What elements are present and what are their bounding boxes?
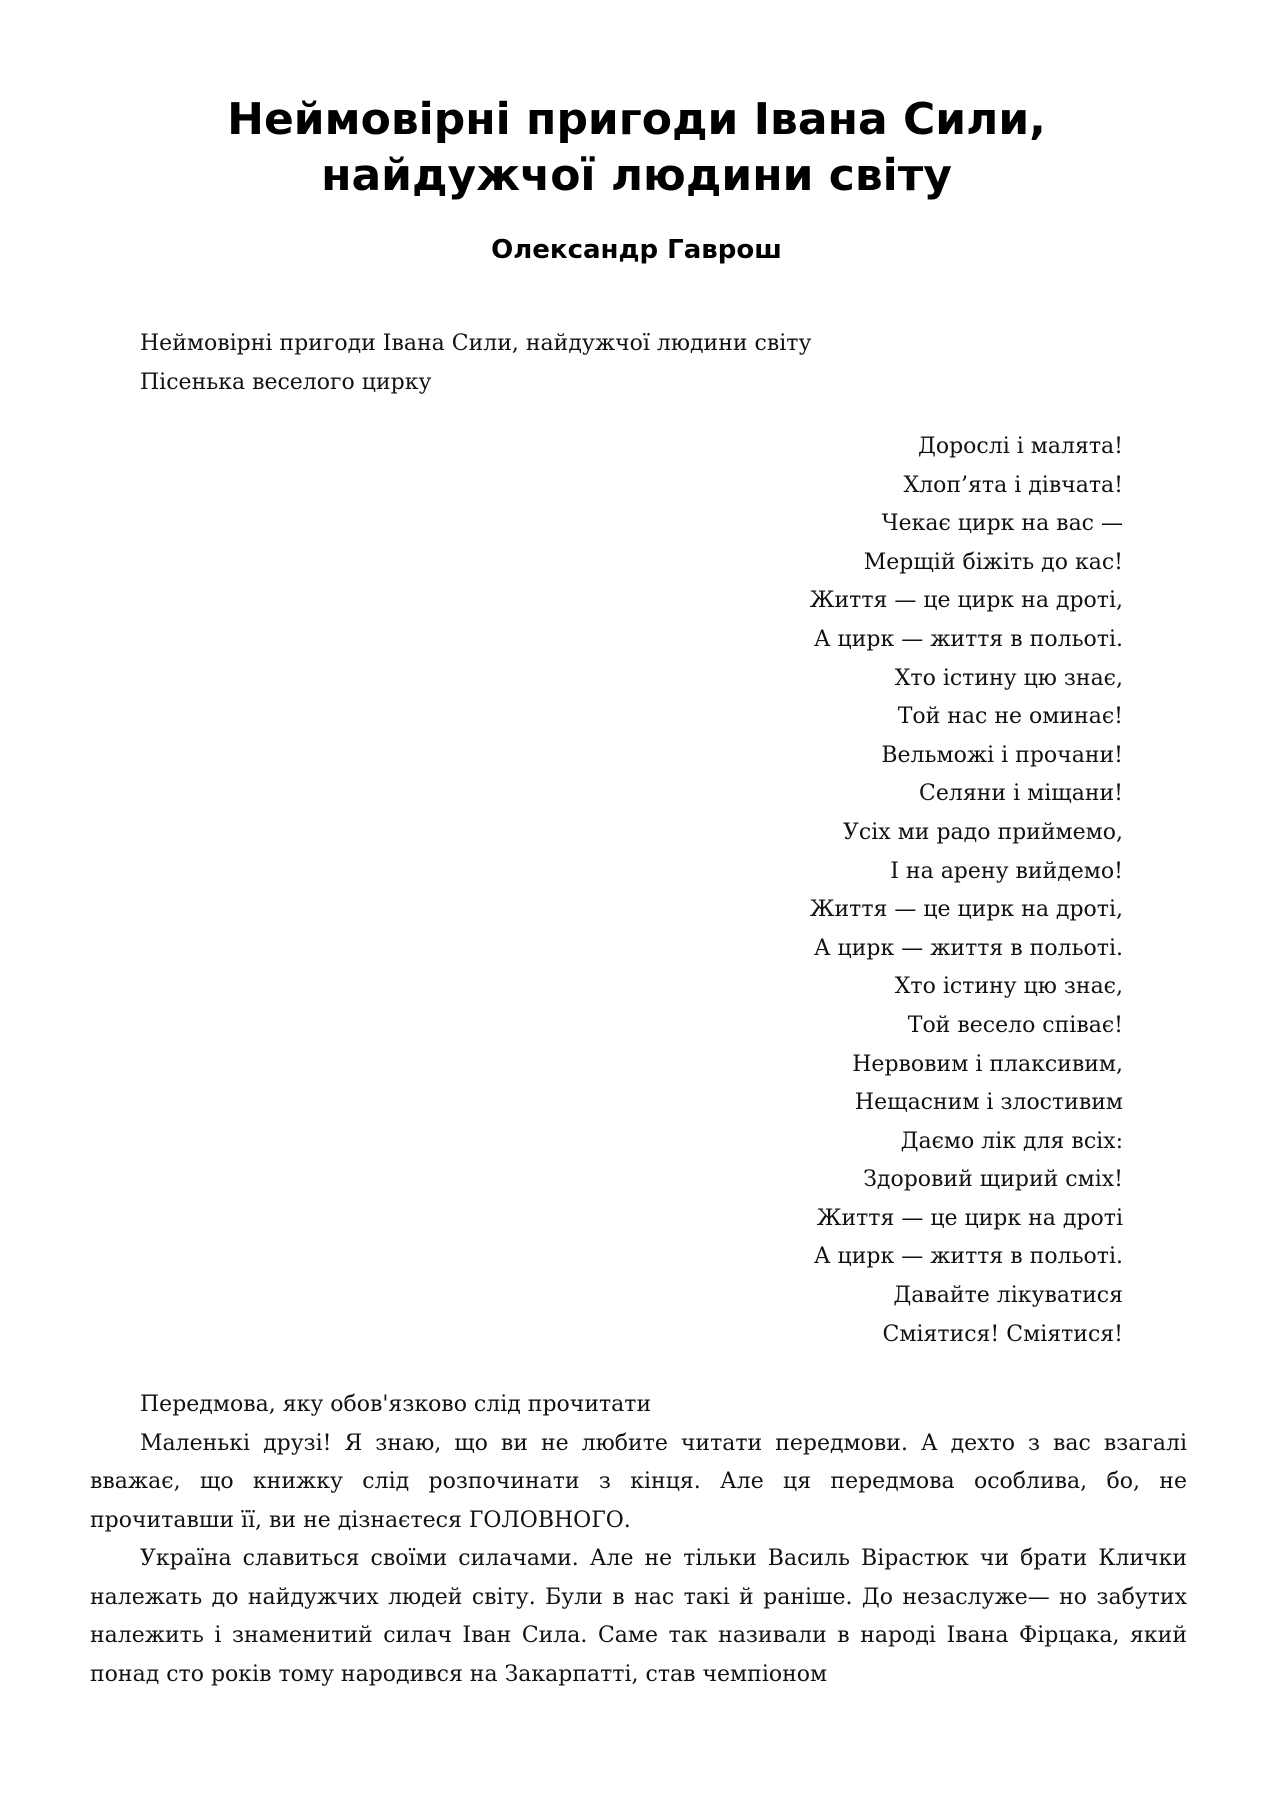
title-line-1: Неймовірні пригоди Івана Сили, xyxy=(227,94,1046,145)
poem-line: Той весело співає! xyxy=(907,1012,1123,1038)
poem-line: Нещасним і злостивим xyxy=(854,1090,1123,1116)
poem-line: Хлоп’ята і дівчата! xyxy=(903,472,1123,498)
preface-heading: Передмова, яку обов'язково слід прочитати xyxy=(140,1392,652,1417)
poem-line: А цирк — життя в польоті. xyxy=(813,935,1123,961)
poem-line: Даємо лік для всіх: xyxy=(900,1128,1123,1154)
poem-line: Здоровий щирий сміх! xyxy=(863,1167,1123,1193)
poem-line: І на арену вийдемо! xyxy=(890,858,1123,884)
song-title: Пісенька веселого цирку xyxy=(140,370,432,395)
title-line-2: найдужчої людини світу xyxy=(321,150,952,201)
poem-line: Давайте лікуватися xyxy=(893,1283,1123,1309)
poem-line: Дорослі і малята! xyxy=(917,434,1123,459)
poem-line: А цирк — життя в польоті. xyxy=(813,1244,1123,1270)
preface-block xyxy=(90,1386,1187,1694)
intro-line: Неймовірні пригоди Івана Сили, найдужчої людини світу xyxy=(140,331,812,356)
preface-paragraph: Маленькі друзі! Я знаю, що ви не любите читати передмови. А дехто з вас взагалі вважає, що книжку слід розпочинати з кінця. Але ця передмова особлива, бо, не прочитавши її, ви не дізнаєтеся ГОЛОВНОГО. xyxy=(90,1430,1187,1533)
poem-line: Нервовим і плаксивим, xyxy=(852,1051,1123,1077)
author-name: Олександр Гаврош xyxy=(491,235,782,265)
poem-line: Хто істину цю знає, xyxy=(894,665,1123,691)
poem-line: Вельможі і прочани! xyxy=(881,742,1123,768)
poem-line: Життя — це цирк на дроті, xyxy=(809,588,1123,614)
poem-line: Життя — це цирк на дроті xyxy=(816,1205,1123,1231)
poem-block xyxy=(810,428,1123,1354)
poem-line: Хто істину цю знає, xyxy=(894,974,1123,1000)
intro-block xyxy=(140,324,1140,402)
document-title xyxy=(0,92,1273,204)
preface-paragraph: Україна славиться своїми силачами. Але не тільки Василь Вірастюк чи брати Клички належать до найдужчих людей світу. Були в нас такі й раніше. До незаслуже— но забутих належить і знаменитий силач Іван Сила. Саме так називали в народі Івана Фірцака, який понад сто років тому народився на Закарпатті, став чемпіоном xyxy=(90,1546,1187,1687)
poem-line: Чекає цирк на вас — xyxy=(881,511,1123,537)
poem-line: Життя — це цирк на дроті, xyxy=(809,897,1123,923)
poem-line: Усіх ми радо приймемо, xyxy=(843,819,1123,845)
poem-line: Той нас не оминає! xyxy=(897,704,1123,730)
poem-line: Сміятися! Сміятися! xyxy=(882,1321,1123,1347)
poem-line: Мерщій біжіть до кас! xyxy=(863,549,1123,575)
poem-line: Селяни і міщани! xyxy=(919,781,1123,807)
poem-line: А цирк — життя в польоті. xyxy=(813,626,1123,652)
